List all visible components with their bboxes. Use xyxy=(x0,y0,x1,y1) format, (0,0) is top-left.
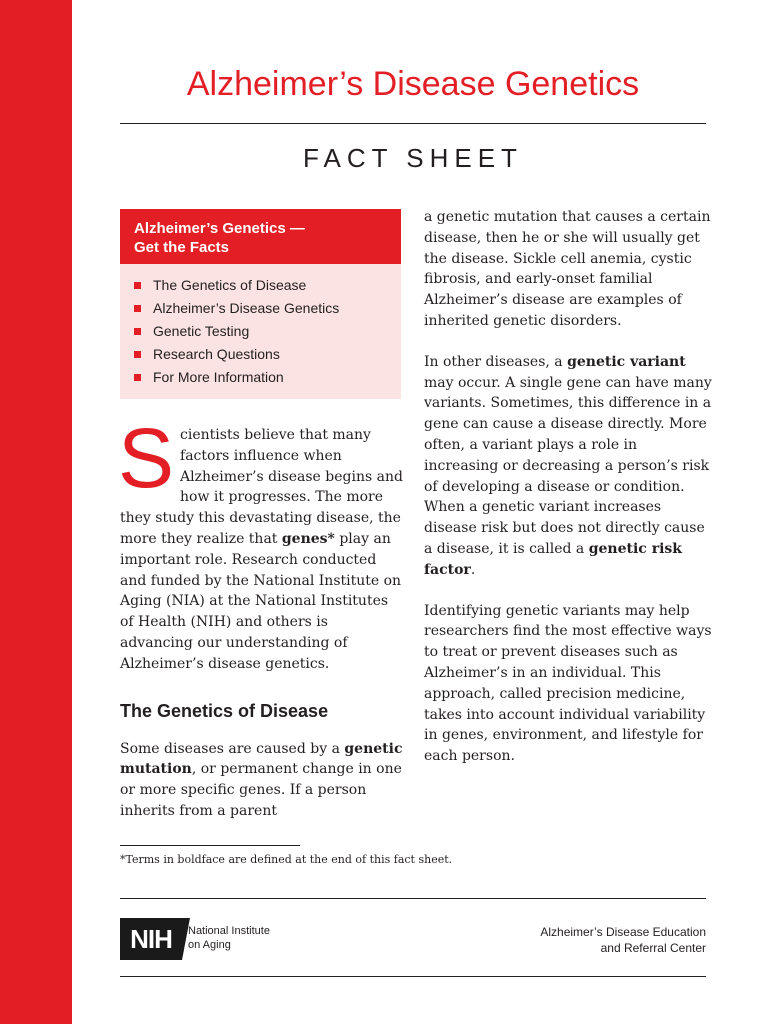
fact-sheet-label: FACT SHEET xyxy=(303,143,523,173)
bullet-square-icon xyxy=(134,351,141,358)
term-genetic-risk-factor: genetic risk factor xyxy=(424,540,682,578)
precision-medicine-paragraph: Identifying genetic variants may help researchers find the most effective ways to treat or prevent diseases such as Alzheimer’s in an individual. This approach, called precision medicine, takes into account individual variability in genes, environment, and lifestyle for each person. xyxy=(424,602,712,765)
center-name: Alzheimer’s Disease Education and Referral Center xyxy=(540,925,706,955)
sidebar-topic-list xyxy=(120,264,401,389)
institute-name: National Institute on Aging xyxy=(188,925,270,951)
sidebar-heading-line-2: Get the Facts xyxy=(134,239,230,256)
red-margin-bar xyxy=(0,0,72,1024)
footnote-rule xyxy=(120,845,300,846)
nih-logo: NIH xyxy=(120,918,182,960)
sidebar-heading-line-1: Alzheimer’s Genetics — xyxy=(134,220,305,237)
drop-cap: S xyxy=(118,411,175,505)
continued-paragraph: a genetic mutation that causes a certain disease, then he or she will usually get the disease. Sickle cell anemia, cystic fibrosis, and early-onset familial Alzheimer’s disease are examples of inherited genetic disorders. xyxy=(424,209,711,329)
term-genes: genes* xyxy=(281,530,335,547)
footnote: *Terms in boldface are defined at the end of this fact sheet. xyxy=(120,853,453,866)
genetics-paragraph: Some diseases are caused by a genetic mutation, or permanent change in one or more specific genes. If a person inherits from a parent xyxy=(120,740,403,819)
footer-bottom-rule xyxy=(120,976,706,977)
intro-paragraph: Scientists believe that many factors influence when Alzheimer’s disease begins and how it progresses. The more they study this devastating disease, the more they realize that genes* play an important role. Research conducted and funded by the National Institute on Aging (NIA) at the National Institutes of Health (NIH) and others is advancing our understanding of Alzheimer’s disease genetics. xyxy=(118,411,403,672)
section-heading: The Genetics of Disease xyxy=(120,700,329,721)
list-item: Alzheimer’s Disease Genetics xyxy=(134,297,401,320)
bullet-square-icon xyxy=(134,374,141,381)
term-genetic-variant: genetic variant xyxy=(567,353,686,370)
list-item: For More Information xyxy=(134,366,401,389)
sidebar-heading xyxy=(120,209,401,264)
title-rule xyxy=(120,123,706,124)
facts-sidebar xyxy=(120,209,401,399)
left-column xyxy=(118,411,404,822)
list-item: Research Questions xyxy=(134,343,401,366)
bullet-square-icon xyxy=(134,305,141,312)
list-item: Genetic Testing xyxy=(134,320,401,343)
bullet-square-icon xyxy=(134,282,141,289)
term-genetic-mutation: genetic mutation xyxy=(120,740,403,778)
right-column xyxy=(424,207,714,767)
variant-paragraph: In other diseases, a genetic variant may occur. A single gene can have many variants. Sometimes, this difference in a gene can cause a disease directly. More often, a variant plays a role in increasing or decreasing a person’s risk of developing a disease or condition. When a genetic variant increases disease risk but does not directly cause a disease, it is called a genetic risk factor. xyxy=(424,353,712,578)
footer-top-rule xyxy=(120,898,706,899)
bullet-square-icon xyxy=(134,328,141,335)
list-item: The Genetics of Disease xyxy=(134,274,401,297)
page-title: Alzheimer’s Disease Genetics xyxy=(186,65,640,103)
